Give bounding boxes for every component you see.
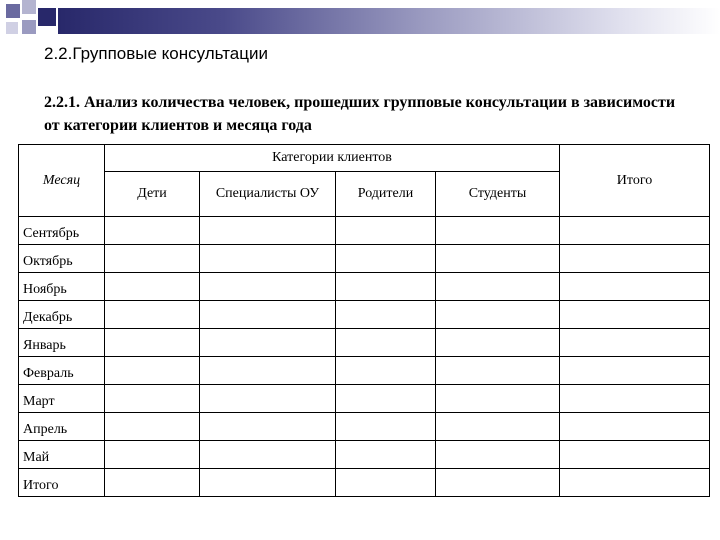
table-cell (336, 217, 436, 245)
table-cell (436, 329, 560, 357)
table-cell (200, 357, 336, 385)
table-cell (560, 357, 710, 385)
deco-square-1 (6, 4, 20, 18)
table-cell (436, 441, 560, 469)
deco-square-2 (22, 0, 36, 14)
header-category-children: Дети (105, 172, 200, 217)
table-cell (560, 441, 710, 469)
header-category-students: Студенты (436, 172, 560, 217)
table-row (19, 245, 710, 273)
header-category-parents: Родители (336, 172, 436, 217)
table-cell (436, 273, 560, 301)
table-cell (560, 413, 710, 441)
deco-square-3 (38, 8, 56, 26)
table-cell (436, 217, 560, 245)
total-row-label: Итого (19, 469, 105, 497)
header-category-specialists: Специалисты ОУ (200, 172, 336, 217)
table-cell (436, 301, 560, 329)
table-cell (436, 357, 560, 385)
table-row (19, 357, 710, 385)
table-cell (200, 217, 336, 245)
table-cell (200, 273, 336, 301)
month-label: Апрель (19, 413, 105, 441)
header-month: Месяц (19, 145, 105, 217)
header-categories: Категории клиентов (105, 145, 560, 172)
table-cell (105, 329, 200, 357)
table-row (19, 385, 710, 413)
table-row-total (19, 469, 710, 497)
month-label: Октябрь (19, 245, 105, 273)
table-cell (336, 245, 436, 273)
consultations-table (18, 144, 710, 497)
month-label: Май (19, 441, 105, 469)
table-cell (336, 357, 436, 385)
month-label: Февраль (19, 357, 105, 385)
table-cell (200, 413, 336, 441)
table-cell (336, 469, 436, 497)
table-row (19, 217, 710, 245)
table-cell (200, 301, 336, 329)
table-cell (436, 469, 560, 497)
table-cell (336, 413, 436, 441)
slide-title: 2.2.Групповые консультации (44, 44, 268, 63)
deco-square-5 (6, 22, 18, 34)
table-row (19, 329, 710, 357)
table-cell (436, 385, 560, 413)
table-cell (436, 245, 560, 273)
table-caption: 2.2.1. Анализ количества человек, прошедших групповые консультации в зависимости от категории клиентов и месяца года (44, 94, 676, 134)
table-cell (560, 217, 710, 245)
table-row (19, 441, 710, 469)
table-cell (105, 217, 200, 245)
month-label: Ноябрь (19, 273, 105, 301)
table-row (19, 413, 710, 441)
table-cell (436, 413, 560, 441)
table-cell (200, 441, 336, 469)
table-row (19, 301, 710, 329)
table-cell (105, 301, 200, 329)
table-cell (105, 273, 200, 301)
month-label: Декабрь (19, 301, 105, 329)
month-label: Январь (19, 329, 105, 357)
table-cell (200, 329, 336, 357)
table-cell (200, 385, 336, 413)
header-total: Итого (560, 145, 710, 217)
table-row (19, 273, 710, 301)
header-gradient-bar (58, 8, 720, 34)
table-cell (560, 469, 710, 497)
table-cell (200, 245, 336, 273)
table-cell (336, 329, 436, 357)
table-cell (105, 469, 200, 497)
header-decoration (0, 0, 720, 40)
table-cell (105, 357, 200, 385)
table-cell (200, 469, 336, 497)
table-cell (105, 245, 200, 273)
table-cell (336, 301, 436, 329)
table-cell (560, 301, 710, 329)
month-label: Март (19, 385, 105, 413)
month-label: Сентябрь (19, 217, 105, 245)
table-cell (560, 245, 710, 273)
table-cell (105, 441, 200, 469)
deco-square-4 (22, 20, 36, 34)
table-cell (336, 273, 436, 301)
table-cell (105, 413, 200, 441)
table-cell (560, 273, 710, 301)
table-cell (560, 385, 710, 413)
table-cell (560, 329, 710, 357)
table-cell (336, 385, 436, 413)
table-cell (105, 385, 200, 413)
table-cell (336, 441, 436, 469)
